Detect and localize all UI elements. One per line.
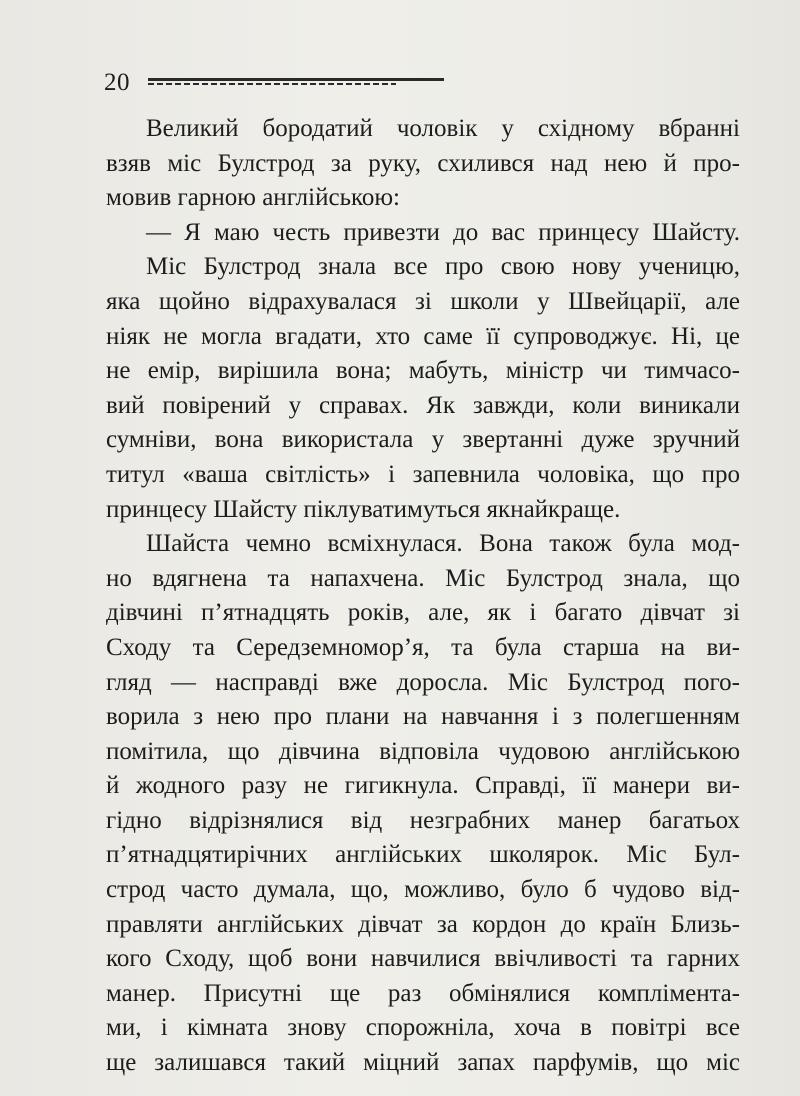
text-line: дівчині п’ятнадцять років, але, як і багато дівчат зі: [106, 599, 740, 627]
text-line: Шайста чемно всміхнулася. Вона також була мод-: [146, 530, 740, 558]
text-line: помітила, що дівчина відповіла чудовою англійською: [106, 737, 740, 765]
text-line: не емір, вирішила вона; мабуть, міністр чи тимчасо-: [106, 357, 740, 385]
text-line: п’ятнадцятирічних англійських школярок. Міс Бул-: [106, 841, 740, 869]
text-line: ворила з нею про плани на навчання і з полегшенням: [106, 703, 740, 731]
text-line: вий повірений у справах. Як завжди, коли виникали: [106, 391, 740, 419]
body-text: [106, 112, 740, 1081]
text-line: манер. Присутні ще раз обмінялися компліментa-: [106, 979, 740, 1007]
text-line: гляд — насправді вже доросла. Міс Булстрод пого-: [106, 668, 740, 696]
text-line: правляти англійських дівчат за кордон до країн Близь-: [106, 910, 740, 938]
text-line: но вдягнена та напахчена. Міс Булстрод знала, що: [106, 564, 740, 592]
text-line: строд часто думала, що, можливо, було б чудово від-: [106, 876, 740, 904]
text-line: ще залишався такий міцний запах парфумів, що міс: [106, 1049, 740, 1077]
text-line: Міс Булстрод знала все про свою нову ученицю,: [146, 253, 740, 281]
header-rule-solid-line: [148, 78, 444, 81]
text-line: взяв міс Булстрод за руку, схилився над нею й про-: [106, 149, 740, 177]
text-line: й жодного разу не гигикнула. Справді, її манери ви-: [106, 772, 740, 800]
text-line: Великий бородатий чоловік у східному вбранні: [146, 115, 740, 142]
page-number: 20: [104, 69, 130, 96]
text-line: ми, і кімната знову спорожніла, хоча в повітрі все: [106, 1014, 740, 1042]
header-rule: [148, 78, 444, 86]
text-line: Сходу та Середземномор’я, та була старша на ви-: [106, 633, 740, 661]
text-line: мовив гарною англійською:: [106, 184, 400, 212]
text-line: титул «ваша світлість» і запевнила чоловіка, що про: [106, 460, 740, 488]
text-line: гідно відрізнялися від незграбних манер багатьох: [106, 806, 740, 834]
header-rule-dashed-line: [148, 83, 396, 85]
text-line: — Я маю честь привезти до вас принцесу Шайсту.: [146, 218, 740, 246]
page-header: [104, 68, 444, 98]
text-line: сумніви, вона використала у звертанні дуже зручний: [106, 426, 740, 454]
text-line: кого Сходу, щоб вони навчилися ввічливості та гарних: [106, 945, 740, 973]
text-line: принцесу Шайсту піклуватимуться якнайкраще.: [106, 495, 621, 523]
text-line: ніяк не могла вгадати, хто саме її супроводжує. Ні, це: [106, 322, 740, 350]
text-line: яка щойно відрахувалася зі школи у Швейцарії, але: [106, 287, 740, 315]
